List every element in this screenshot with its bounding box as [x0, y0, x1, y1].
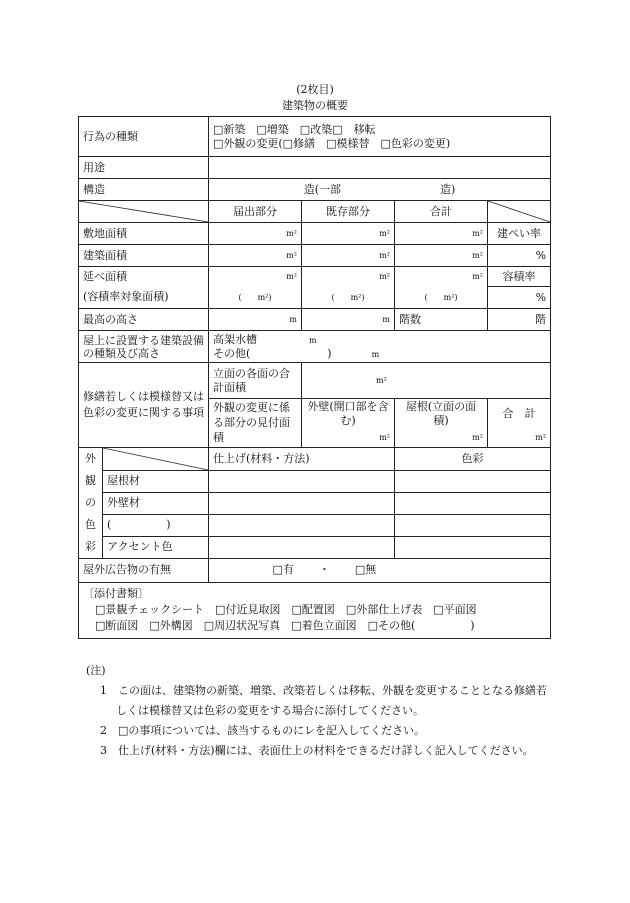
attachments-line1[interactable]: □景観チェックシート □付近見取図 □配置図 □外部仕上げ表 □平面図 [95, 602, 477, 616]
signage-yes-checkbox[interactable]: □有 [272, 563, 294, 576]
elevation-area-label: 立面の各面の合計面積 [209, 363, 302, 399]
other-color-field[interactable] [395, 514, 551, 536]
rooftop-line2[interactable]: その他( ) m [213, 346, 380, 360]
act-type-line1[interactable]: □新築 □増築 □改築□ 移転 [213, 122, 376, 136]
attachments-line2[interactable]: □断面図 □外構図 □周辺状況写真 □着色立面図 □その他( ) [95, 618, 475, 632]
accent-color-field[interactable] [395, 536, 551, 558]
finish-header: 仕上げ(材料・方法) [209, 447, 395, 470]
rooftop-line1[interactable]: 高架水槽 m [213, 332, 317, 346]
note-item-2: 2 □の事項については、該当するものにレを記入してください。 [100, 724, 426, 737]
coverage-ratio-label: 建ぺい率 [488, 223, 551, 245]
col-existing: 既存部分 [302, 201, 395, 223]
site-area-label: 敷地面積 [79, 223, 209, 245]
color-header: 色彩 [395, 447, 551, 470]
use-label: 用途 [79, 157, 209, 179]
wall-color-field[interactable] [395, 492, 551, 514]
exterior-row-accent: アクセント色 [103, 536, 209, 558]
act-type-line2[interactable]: □外観の変更(□修繕 □模様替 □色彩の変更) [213, 136, 451, 150]
site-area-existing[interactable]: m² [302, 223, 395, 245]
wall-finish-field[interactable] [209, 492, 395, 514]
exterior-color-vertical-label: 外 観 の 色 彩 [79, 447, 103, 558]
signage-label: 屋外広告物の有無 [79, 558, 209, 582]
act-type-label: 行為の種類 [79, 117, 209, 157]
sheet-number: (2枚目) [296, 83, 334, 96]
floor-area-submitted[interactable]: m² [209, 267, 302, 287]
wall-area-field[interactable]: m² [302, 429, 395, 447]
wall-label: 外壁(開口部を含む) [302, 399, 395, 430]
building-area-total[interactable]: m² [395, 245, 488, 267]
structure-field[interactable]: 造(一部 造) [209, 179, 551, 201]
attachments-title: 〔添付書類〕 [83, 586, 149, 600]
signage-options [209, 558, 551, 582]
roof-color-field[interactable] [395, 470, 551, 492]
structure-label: 構造 [79, 179, 209, 201]
building-area-label: 建築面積 [79, 245, 209, 267]
rooftop-field[interactable] [209, 331, 551, 363]
max-height-submitted[interactable]: m [209, 309, 302, 331]
page-title: 建築物の概要 [282, 99, 348, 112]
signage-no-checkbox[interactable]: □無 [354, 563, 377, 576]
note-item-3: 3 仕上げ(材料・方法)欄には、表面仕上の材料をできるだけ詳しく記入してください。 [100, 744, 534, 757]
signage-separator: ・ [318, 563, 330, 576]
visible-area-label: 外観の変更に係る部分の見付面積 [209, 399, 302, 448]
building-overview-form [78, 116, 551, 639]
act-type-options[interactable] [209, 117, 551, 157]
page-header [0, 82, 630, 114]
repair-total-field[interactable]: m² [488, 429, 551, 447]
accent-finish-field[interactable] [209, 536, 395, 558]
max-height-existing[interactable]: m [302, 309, 395, 331]
use-field[interactable] [209, 157, 551, 179]
col-submitted: 届出部分 [209, 201, 302, 223]
floor-area-existing-target[interactable]: ( m²) [302, 287, 395, 309]
coverage-ratio-field[interactable]: % [488, 245, 551, 267]
floor-area-total-target[interactable]: ( m²) [395, 287, 488, 309]
col-total: 合計 [395, 201, 488, 223]
header-diagonal-cell-right [488, 201, 551, 223]
floor-area-ratio-field[interactable]: % [488, 287, 551, 309]
elevation-area-field[interactable]: m² [302, 363, 551, 399]
roof-finish-field[interactable] [209, 470, 395, 492]
building-area-existing[interactable]: m² [302, 245, 395, 267]
roof-label: 屋根(立面の面積) [395, 399, 488, 430]
floor-area-existing[interactable]: m² [302, 267, 395, 287]
max-height-label: 最高の高さ [79, 309, 209, 331]
exterior-diagonal-cell [103, 447, 209, 470]
exterior-row-other[interactable]: ( ) [103, 514, 209, 536]
header-diagonal-cell [79, 201, 209, 223]
site-area-total[interactable]: m² [395, 223, 488, 245]
repair-total-label: 合 計 [488, 399, 551, 430]
roof-area-field[interactable]: m² [395, 429, 488, 447]
building-area-submitted[interactable]: m² [209, 245, 302, 267]
exterior-row-wall: 外壁材 [103, 492, 209, 514]
floor-area-submitted-target[interactable]: ( m²) [209, 287, 302, 309]
floor-area-total[interactable]: m² [395, 267, 488, 287]
floor-area-label: 延べ面積 [79, 267, 209, 287]
floors-label: 階数 [395, 309, 488, 331]
rooftop-label: 屋上に設置する建築設備の種類及び高さ [79, 331, 209, 363]
notes-title: (注) [86, 664, 106, 677]
other-finish-field[interactable] [209, 514, 395, 536]
repair-label: 修繕若しくは模様替又は色彩の変更に関する事項 [79, 363, 209, 448]
note-item-1: 1 この面は、建築物の新築、増築、改築若しくは移転、外観を変更することとなる修繕若しくは模様替又は色彩の変更をする場合に添付してください。 [100, 684, 547, 717]
floor-area-sublabel: (容積率対象面積) [79, 287, 209, 309]
attachments-section [79, 582, 551, 638]
notes-section [86, 661, 556, 761]
floor-area-ratio-label: 容積率 [488, 267, 551, 287]
floors-field[interactable]: 階 [488, 309, 551, 331]
exterior-row-roof: 屋根材 [103, 470, 209, 492]
site-area-submitted[interactable]: m² [209, 223, 302, 245]
